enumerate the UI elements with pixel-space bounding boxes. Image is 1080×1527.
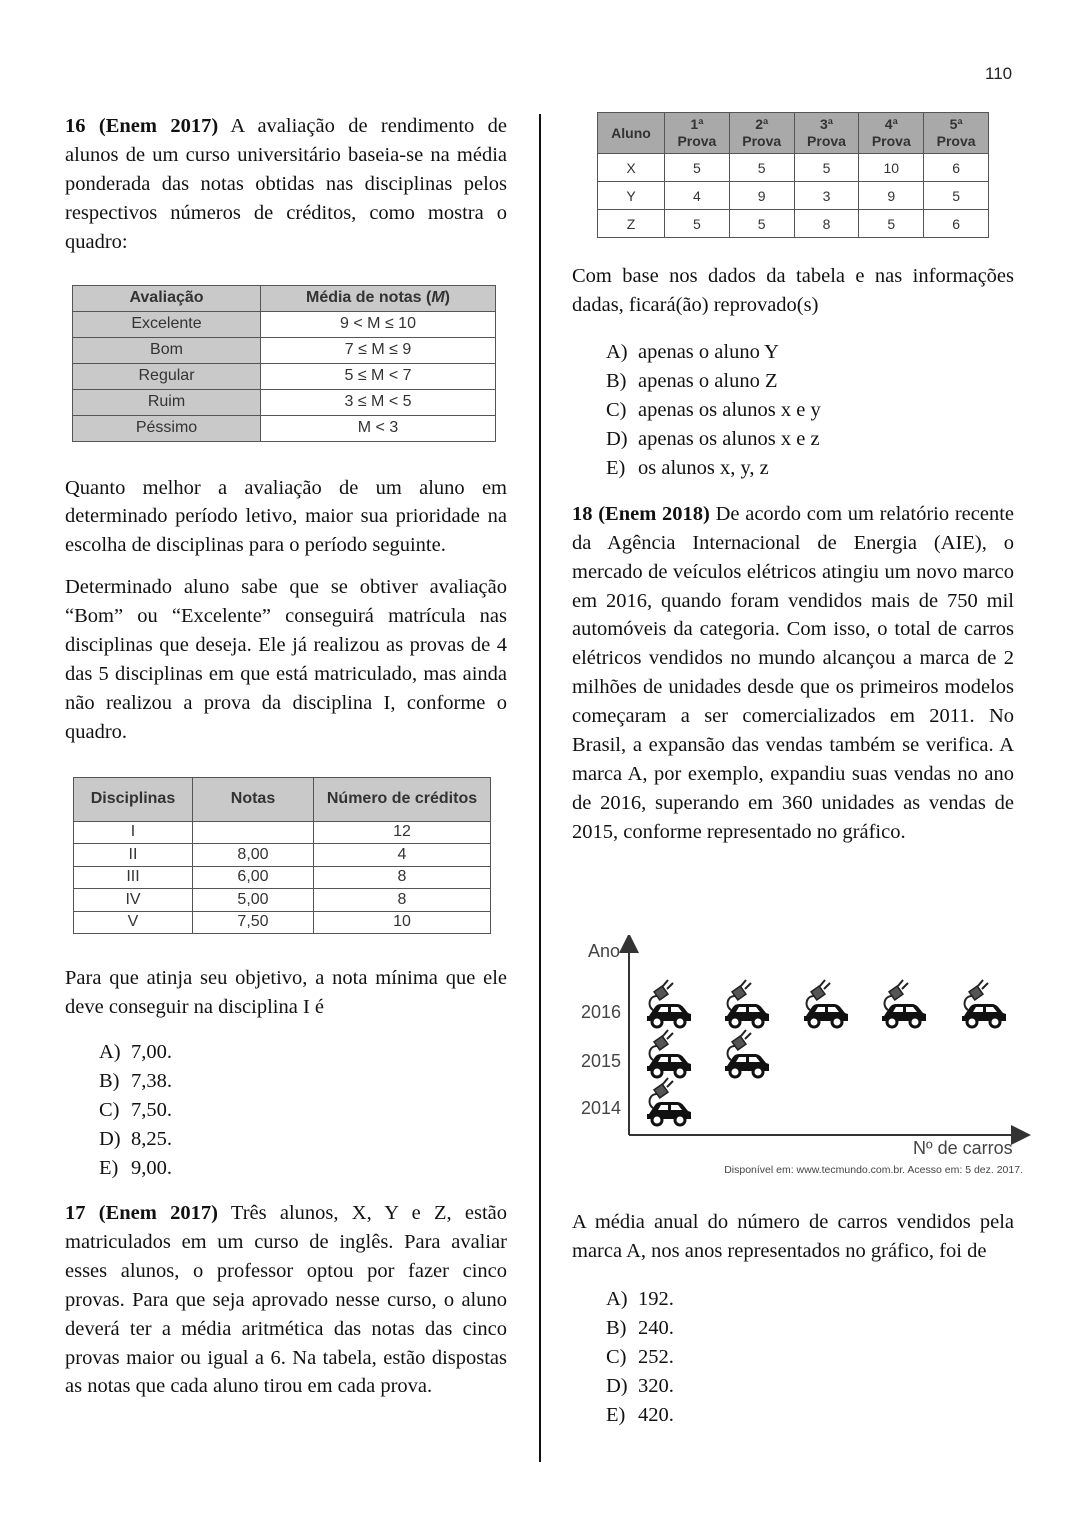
q17-options — [606, 338, 1014, 483]
table-cell: III — [74, 866, 193, 889]
table-header: 2ª Prova — [729, 113, 794, 154]
table-cell: 5 — [924, 182, 989, 210]
table-cell: 8 — [314, 866, 491, 889]
table-cell: 9 — [729, 182, 794, 210]
table-row — [74, 889, 491, 912]
table-row — [73, 363, 496, 389]
table-cell: Y — [598, 182, 665, 210]
q16-evaluation-table — [72, 285, 496, 442]
table-header: 3ª Prova — [794, 113, 859, 154]
column-divider — [539, 114, 541, 1462]
q17-number: 17 — [65, 1202, 86, 1224]
table-cell: Ruim — [73, 389, 261, 415]
table-cell: Péssimo — [73, 415, 261, 441]
table-cell: IV — [74, 889, 193, 912]
q16-paragraph-2: Quanto melhor a avaliação de um aluno em determinado período letivo, maior sua prioridade na escolha de disciplinas para o período seguinte. — [65, 476, 507, 557]
table-cell: 5 — [859, 210, 924, 238]
q18-bottom — [572, 1208, 1014, 1430]
table-row — [73, 389, 496, 415]
table-row — [598, 210, 989, 238]
table-cell: 5 — [665, 210, 730, 238]
table-cell: 4 — [665, 182, 730, 210]
table-row — [73, 415, 496, 441]
table-cell: Bom — [73, 337, 261, 363]
table-row — [74, 844, 491, 867]
table-cell: 6 — [924, 154, 989, 182]
x-axis-label: Nº de carros — [913, 1138, 1013, 1158]
table-cell: 4 — [314, 844, 491, 867]
option-b[interactable]: B) 240. — [606, 1316, 674, 1339]
table-cell: 9 < M ≤ 10 — [261, 311, 496, 337]
table-cell: 5 ≤ M < 7 — [261, 363, 496, 389]
table-row — [74, 911, 491, 934]
y-tick-2015: 2015 — [581, 1051, 622, 1071]
left-column — [65, 112, 507, 1401]
table-cell: 6 — [924, 210, 989, 238]
q17-source: (Enem 2017) — [98, 1202, 218, 1224]
y-tick-2016: 2016 — [581, 1002, 622, 1022]
table-cell: 5 — [729, 210, 794, 238]
q17-grades-table — [597, 112, 989, 238]
table-header: Avaliação — [73, 285, 261, 311]
q18-intro-text: De acordo com um relatório recente da Agência Internacional de Energia (AIE), o mercado de veículos elétricos atingiu um novo marco em 2016, quando foram vendidos mais de 750 mil automóveis da categoria. Com isso, o total de carros elétricos vendidos no mundo alcançou a marca de 2 milhões de unidades desde que os primeiros modelos começaram a ser comercializados em 2011. No Brasil, a expansão das vendas também se verifica. A marca A, por exemplo, expandiu suas vendas no ano de 2016, superando em 360 unidades as vendas de 2015, conforme representado no gráfico. — [572, 502, 1015, 843]
table-header: Aluno — [598, 113, 665, 154]
option-d[interactable]: D) apenas os alunos x e z — [606, 427, 820, 450]
y-axis-label: Ano — [588, 941, 621, 961]
q16-options — [99, 1038, 507, 1183]
option-a[interactable]: A) 192. — [606, 1287, 674, 1310]
q16-intro — [65, 112, 507, 257]
table-cell: X — [598, 154, 665, 182]
table-row — [73, 311, 496, 337]
table-row — [73, 337, 496, 363]
table-header: Número de créditos — [314, 777, 491, 821]
table-header: Disciplinas — [74, 777, 193, 821]
table-cell: Regular — [73, 363, 261, 389]
table-cell: II — [74, 844, 193, 867]
option-a[interactable]: A) apenas o aluno Y — [606, 340, 779, 363]
table-cell: V — [74, 911, 193, 934]
q18-options — [606, 1285, 1014, 1430]
q16-question: Para que atinja seu objetivo, a nota mínima que ele deve conseguir na disciplina I é — [65, 967, 507, 1019]
q18-question: A média anual do número de carros vendidos pela marca A, nos anos representados no gráfico, foi de — [572, 1211, 1014, 1262]
page-number: 110 — [985, 64, 1013, 83]
option-d[interactable]: D) 8,25. — [99, 1128, 172, 1150]
table-row — [74, 866, 491, 889]
option-c[interactable]: C) 7,50. — [99, 1099, 172, 1121]
table-cell: Z — [598, 210, 665, 238]
table-cell: 7,50 — [193, 911, 314, 934]
option-c[interactable]: C) 252. — [606, 1345, 674, 1368]
option-b[interactable]: B) 7,38. — [99, 1070, 172, 1092]
table-cell: I — [74, 821, 193, 844]
q18-number: 18 — [572, 502, 593, 525]
table-cell: 8 — [794, 210, 859, 238]
table-cell: 5 — [729, 154, 794, 182]
table-cell: 6,00 — [193, 866, 314, 889]
y-tick-2014: 2014 — [581, 1098, 622, 1118]
table-cell — [193, 821, 314, 844]
table-cell: 9 — [859, 182, 924, 210]
table-cell: 8,00 — [193, 844, 314, 867]
q16-disciplines-table — [73, 777, 491, 935]
option-a[interactable]: A) 7,00. — [99, 1041, 172, 1063]
table-header: 4ª Prova — [859, 113, 924, 154]
table-header: Notas — [193, 777, 314, 821]
q17-intro — [65, 1199, 507, 1401]
table-cell: Excelente — [73, 311, 261, 337]
q16-intro-text: A avaliação de rendimento de alunos de um curso universitário baseia-se na média ponderada das notas obtidas nas disciplinas pelos respectivos números de créditos, como mostra o quadro: — [65, 115, 508, 253]
q16-number: 16 — [65, 115, 86, 137]
table-header: Média de notas (M) — [261, 285, 496, 311]
table-header: 5ª Prova — [924, 113, 989, 154]
table-cell: 12 — [314, 821, 491, 844]
right-column — [572, 112, 1014, 847]
table-cell: 5 — [665, 154, 730, 182]
table-cell: 7 ≤ M ≤ 9 — [261, 337, 496, 363]
option-c[interactable]: C) apenas os alunos x e y — [606, 398, 821, 421]
option-d[interactable]: D) 320. — [606, 1374, 674, 1397]
table-cell: 3 ≤ M < 5 — [261, 389, 496, 415]
q17-question: Com base nos dados da tabela e nas informações dadas, ficará(ão) reprovado(s) — [572, 265, 1014, 316]
table-cell: M < 3 — [261, 415, 496, 441]
table-cell: 5,00 — [193, 889, 314, 912]
q16-paragraph-3: Determinado aluno sabe que se obtiver avaliação “Bom” ou “Excelente” conseguirá matrícula nas disciplinas que deseja. Ele já realizou as provas de 4 das 5 disciplinas em que está matriculado, mas ainda não realizou a prova da disciplina I, conforme o quadro. — [65, 576, 507, 743]
table-row — [598, 182, 989, 210]
table-cell: 8 — [314, 889, 491, 912]
table-cell: 10 — [314, 911, 491, 934]
car-sales-pictogram-chart — [575, 935, 1035, 1180]
option-b[interactable]: B) apenas o aluno Z — [606, 369, 778, 392]
q17-intro-text: Três alunos, X, Y e Z, estão matriculados em um curso de inglês. Para avaliar esses alunos, o professor optou por fazer cinco provas. Para que seja aprovado nesse curso, o aluno deverá ter a média aritmética das notas das cinco provas maior ou igual a 6. Na tabela, estão dispostas as notas que cada aluno tirou em cada prova. — [65, 1202, 507, 1398]
table-cell: 5 — [794, 154, 859, 182]
chart-source: Disponível em: www.tecmundo.com.br. Acesso em: 5 dez. 2017. — [724, 1164, 1023, 1176]
table-cell: 3 — [794, 182, 859, 210]
option-e[interactable]: E) 420. — [606, 1403, 674, 1426]
option-e[interactable]: E) os alunos x, y, z — [606, 456, 769, 479]
table-header: 1ª Prova — [665, 113, 730, 154]
table-cell: 10 — [859, 154, 924, 182]
q18-intro — [572, 500, 1014, 847]
q16-source: (Enem 2017) — [98, 115, 219, 137]
q18-source: (Enem 2018) — [598, 502, 710, 525]
table-row — [598, 154, 989, 182]
table-row — [74, 821, 491, 844]
option-e[interactable]: E) 9,00. — [99, 1157, 172, 1179]
